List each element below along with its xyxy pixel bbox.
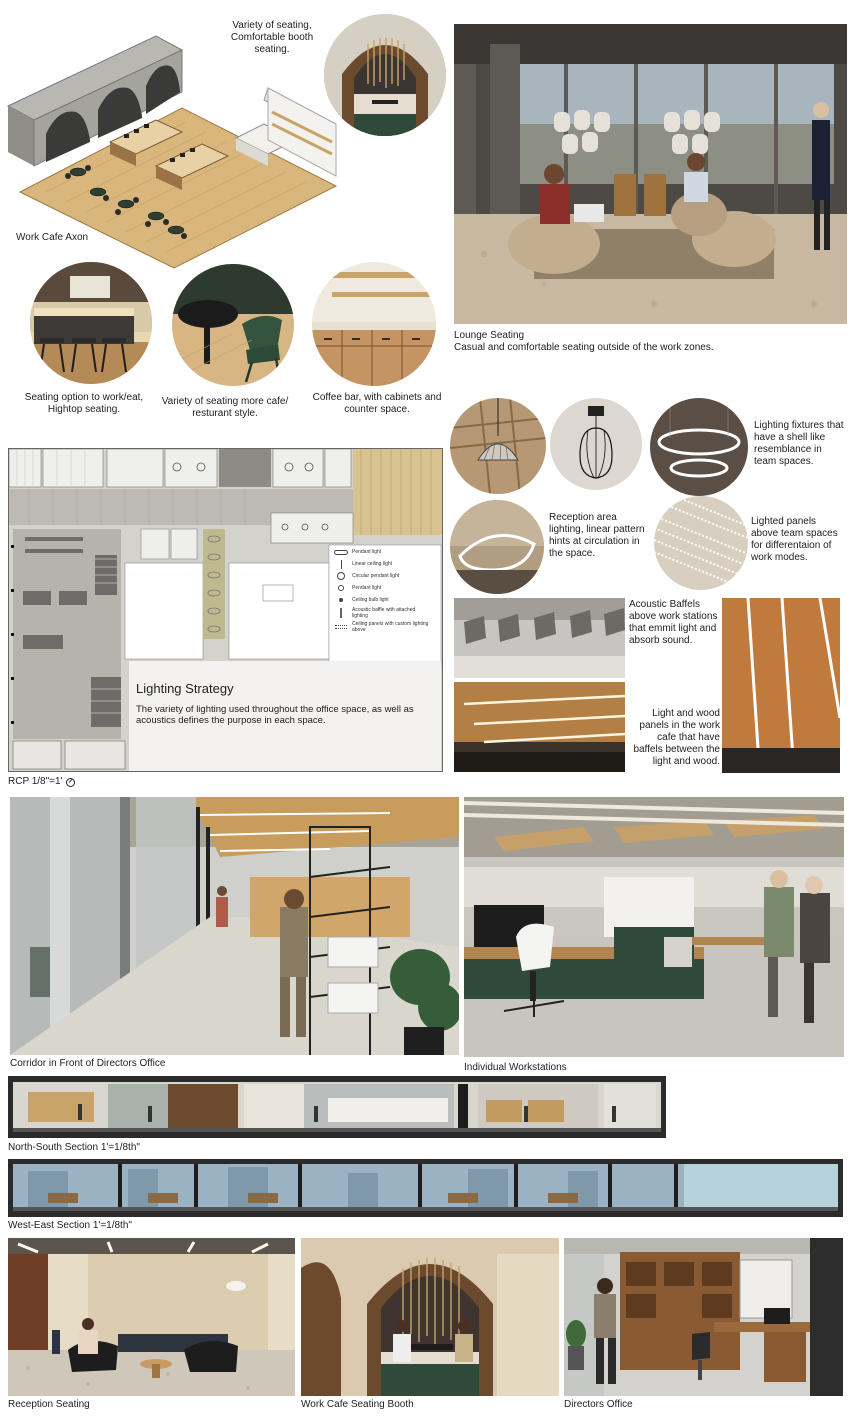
legend-item: Acoustic baffle with attached lighting [330, 606, 440, 620]
acoustic-baffles-photo [454, 598, 625, 678]
directors-office-caption: Directors Office [564, 1399, 633, 1410]
reception-lighting-note: Reception area lighting, linear pattern hints at circulation in the space. [549, 512, 645, 559]
legend-item: Circular pendant light [330, 570, 440, 582]
linear-light-icon [341, 560, 342, 569]
cafe-seating-thumbnail [172, 264, 294, 386]
north-south-section-caption: North-South Section 1'=1/8th" [8, 1142, 140, 1153]
booth-seating-thumbnail [324, 14, 446, 136]
lounge-seating-render [454, 24, 847, 324]
rcp-title: Lighting Strategy [136, 681, 234, 696]
pendant-fixture-thumbnail [450, 398, 546, 494]
legend-item: Pendant light [330, 582, 440, 594]
work-cafe-booth-caption: Work Cafe Seating Booth [301, 1399, 414, 1410]
north-south-section [8, 1076, 666, 1138]
directors-office-render [564, 1238, 843, 1396]
legend-item: Pendant light [330, 546, 440, 558]
rcp-scale-label: RCP 1/8"=1' [8, 776, 63, 787]
legend-item: Ceiling bulb light [330, 594, 440, 606]
lighted-panels-thumbnail [654, 496, 748, 590]
reception-seating-render [8, 1238, 295, 1396]
hightop-note: Seating option to work/eat, Hightop seating. [24, 392, 144, 415]
panel-icon [335, 625, 347, 629]
legend-item: Ceiling panels with custom lighting above [330, 620, 440, 634]
work-cafe-axon-caption: Work Cafe Axon [16, 232, 89, 243]
bulb-pendant-thumbnail [550, 398, 642, 490]
west-east-section [8, 1159, 843, 1217]
pill-pendant-icon [334, 550, 348, 555]
west-east-section-caption: West-East Section 1'=1/8th" [8, 1220, 132, 1231]
acoustic-baffles-note: Acoustic Baffels above work stations that emmit light and absorb sound. [629, 599, 718, 646]
ring-pendant-thumbnail [650, 398, 748, 496]
lounge-seating-title: Lounge Seating [454, 330, 525, 341]
workstations-render [464, 797, 844, 1057]
shell-fixture-note: Lighting fixtures that have a shell like resemblance in team spaces. [754, 420, 844, 467]
rcp-description: The variety of lighting used throughout the office space, as well as acoustics defines the purpose in each space. [136, 704, 414, 726]
rcp-legend [330, 546, 440, 634]
light-wood-note: Light and wood panels in the work cafe that have baffels between the light and wood. [633, 708, 720, 767]
pendant-dot-icon [338, 585, 344, 591]
coffee-bar-thumbnail [312, 262, 436, 386]
bulb-dot-icon [339, 598, 343, 602]
workstations-caption: Individual Workstations [464, 1062, 567, 1073]
lounge-seating-desc: Casual and comfortable seating outside of the work zones. [454, 342, 714, 353]
corridor-render [10, 797, 459, 1055]
linear-pendant-thumbnail [450, 500, 544, 594]
lighted-panels-note: Lighted panels above team spaces for differentaion of work modes. [751, 516, 838, 563]
baffle-icon [340, 608, 342, 618]
cafe-note: Variety of seating more cafe/ resturant style. [161, 396, 289, 419]
booth-note: Variety of seating, Comfortable booth seating. [230, 20, 314, 55]
hightop-seating-thumbnail [30, 262, 152, 384]
corridor-caption: Corridor in Front of Directors Office [10, 1058, 166, 1069]
work-cafe-booth-render [301, 1238, 559, 1396]
wood-light-panels-photo [722, 598, 840, 773]
coffee-note: Coffee bar, with cabinets and counter space. [312, 392, 442, 415]
north-arrow-icon [66, 778, 75, 787]
legend-item: Linear ceiling light [330, 558, 440, 570]
ring-pendant-icon [337, 572, 345, 580]
reception-seating-caption: Reception Seating [8, 1399, 90, 1410]
rcp-scale [8, 776, 75, 788]
work-cafe-ceiling-photo [454, 682, 625, 772]
